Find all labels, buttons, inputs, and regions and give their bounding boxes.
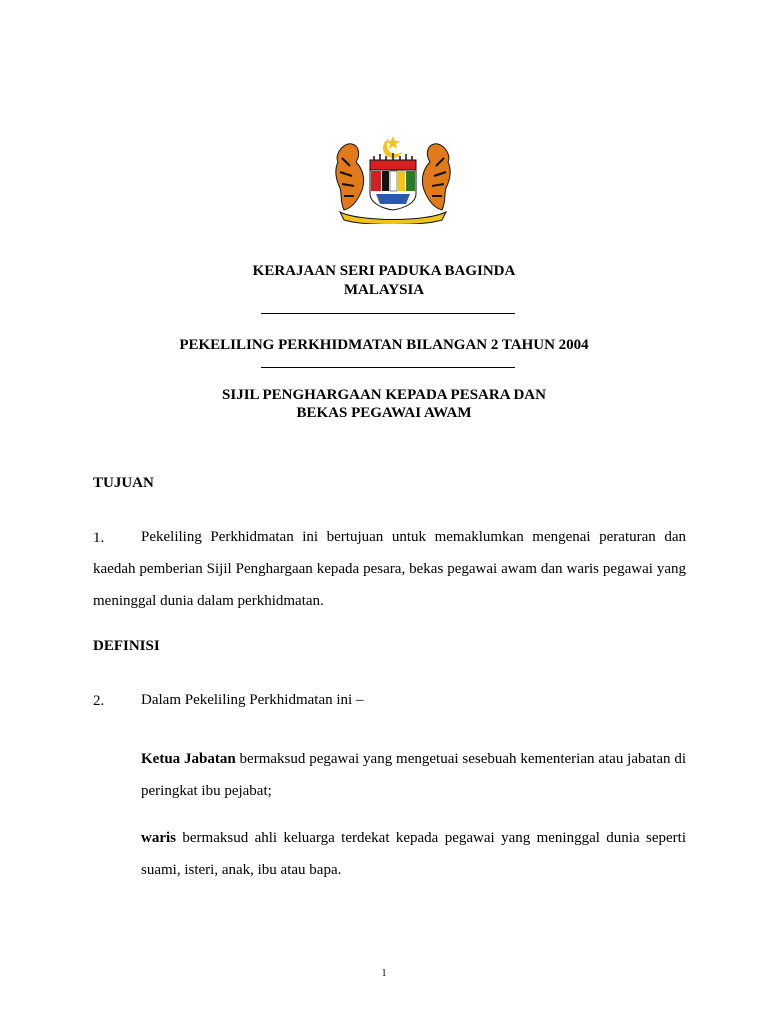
paragraph-2: Dalam Pekeliling Perkhidmatan ini – — [141, 692, 364, 708]
org-name-line1: KERAJAAN SERI PADUKA BAGINDA — [252, 263, 516, 279]
section-heading-tujuan: TUJUAN — [93, 475, 154, 491]
malaysia-coat-of-arms-logo — [330, 132, 456, 224]
org-name-line2: MALAYSIA — [343, 282, 425, 298]
page-number: 1 — [381, 968, 387, 979]
definition-term: Ketua Jabatan — [141, 751, 236, 767]
subject-line1: SIJIL PENGHARGAAN KEPADA PESARA DAN — [222, 387, 546, 403]
subject-line2: BEKAS PEGAWAI AWAM — [296, 405, 472, 421]
definition-text: bermaksud pegawai yang mengetuai sesebuah kementerian atau jabatan di peringkat ibu pejabat; — [141, 751, 686, 799]
definition-ketua-jabatan — [141, 743, 686, 807]
definition-text: bermaksud ahli keluarga terdekat kepada pegawai yang meninggal dunia seperti suami, isteri, anak, ibu atau bapa. — [141, 830, 686, 878]
divider-rule — [261, 367, 515, 368]
definition-term: waris — [141, 830, 176, 846]
paragraph-1-first-line: Pekeliling Perkhidmatan ini bertujuan untuk memaklumkan mengenai peraturan — [141, 529, 656, 545]
divider-rule — [261, 313, 515, 314]
section-heading-definisi: DEFINISI — [93, 638, 160, 654]
circular-title: PEKELILING PERKHIDMATAN BILANGAN 2 TAHUN 2004 — [179, 337, 589, 353]
paragraph-1-rest: dan kaedah pemberian Sijil Penghargaan kepada pesara, bekas pegawai awam dan waris pegawai yang meninggal dunia dalam perkhidmatan. — [93, 529, 687, 609]
paragraph-1 — [93, 521, 686, 617]
definition-waris — [141, 822, 686, 886]
paragraph-number: 2. — [93, 693, 105, 709]
paragraph-number: 1. — [93, 530, 105, 546]
